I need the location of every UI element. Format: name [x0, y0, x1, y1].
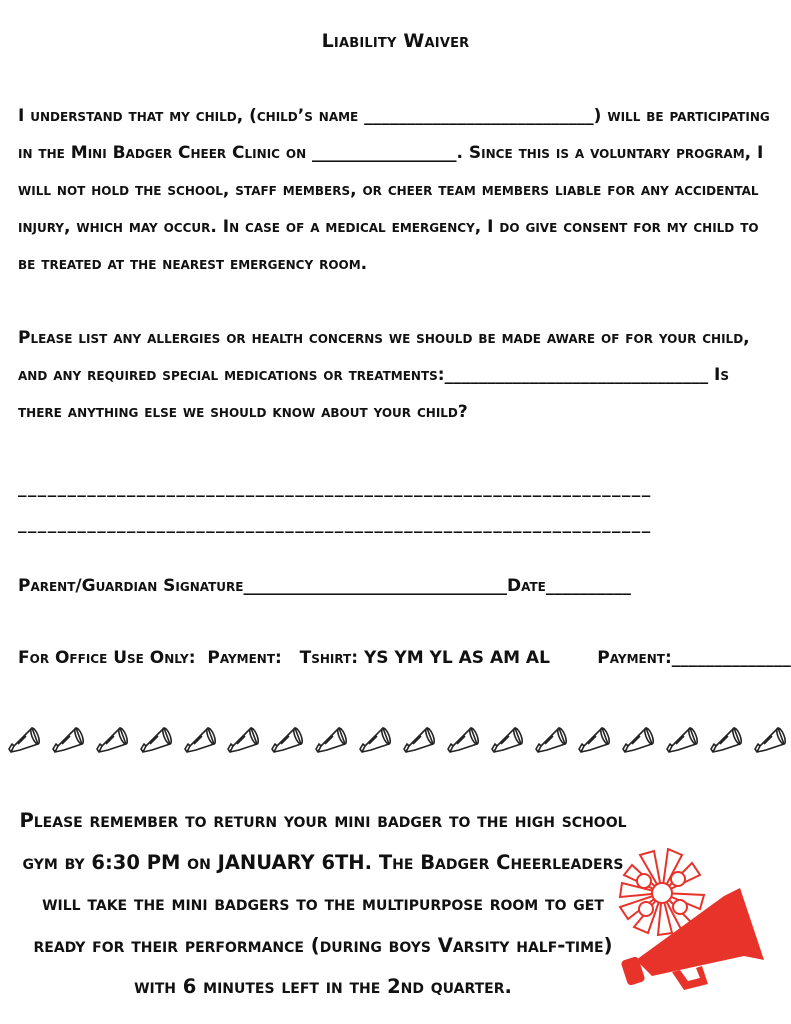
megaphone-outline-icon	[225, 722, 261, 758]
megaphone-outline-icon	[138, 722, 174, 758]
office-payment-label: Payment:	[207, 648, 282, 668]
megaphone-outline-icon	[533, 722, 569, 758]
megaphone-outline-icon	[6, 722, 42, 758]
page-title: Liability Waiver	[321, 30, 470, 52]
reminder-text: Please remember to return your mini badger to the high school gym by 6:30 PM on JANUARY 6TH. The Badger Cheerleaders will take the mini badgers to the multipurpose room to get ready for their performance (during boys Varsity half-time) with 6 minutes left in the 2nd quarter.	[19, 809, 627, 998]
megaphone-outline-icon	[664, 722, 700, 758]
answer-lines	[18, 470, 788, 542]
health-concerns-paragraph: Please list any allergies or health concerns we should be made aware of for your child, and any required special medications or treatments:_______________________________ Is there anything else we should know about your child?	[18, 328, 750, 422]
megaphone-outline-icon	[752, 722, 788, 758]
megaphone-outline-icon	[445, 722, 481, 758]
answer-line-1: ________________________________________________________________	[18, 478, 652, 498]
megaphone-outline-icon	[50, 722, 86, 758]
megaphone-outline-icon	[357, 722, 393, 758]
megaphone-outline-icon	[489, 722, 525, 758]
office-use-row	[18, 648, 791, 668]
megaphone-outline-icon	[576, 722, 612, 758]
megaphone-outline-icon	[620, 722, 656, 758]
office-use-label: For Office Use Only:	[18, 648, 196, 668]
tshirt-sizes: Tshirt: YS YM YL AS AM AL	[299, 648, 550, 668]
megaphone-outline-icon	[94, 722, 130, 758]
megaphone-outline-icon	[313, 722, 349, 758]
megaphone-outline-icon	[269, 722, 305, 758]
megaphone-outline-icon	[708, 722, 744, 758]
megaphone-outline-icon	[182, 722, 218, 758]
consent-paragraph: I understand that my child, (child’s name ___________________________) will be participating in the Mini Badger Cheer Clinic on _________________. Since this is a voluntary program, I will not hold the school, staff members, or cheer team members liable for any accidental injury, which may occur. In case of a medical emergency, I do give consent for my child to be treated at the nearest emergency room.	[18, 106, 770, 274]
megaphone-divider	[6, 722, 788, 758]
signature-line: Parent/Guardian Signature_______________________________Date__________	[18, 576, 631, 596]
pompom-megaphone-icon	[612, 848, 772, 998]
office-payment-blank: Payment:______________	[597, 648, 791, 668]
megaphone-outline-icon	[401, 722, 437, 758]
answer-line-2: ________________________________________________________________	[18, 514, 652, 534]
